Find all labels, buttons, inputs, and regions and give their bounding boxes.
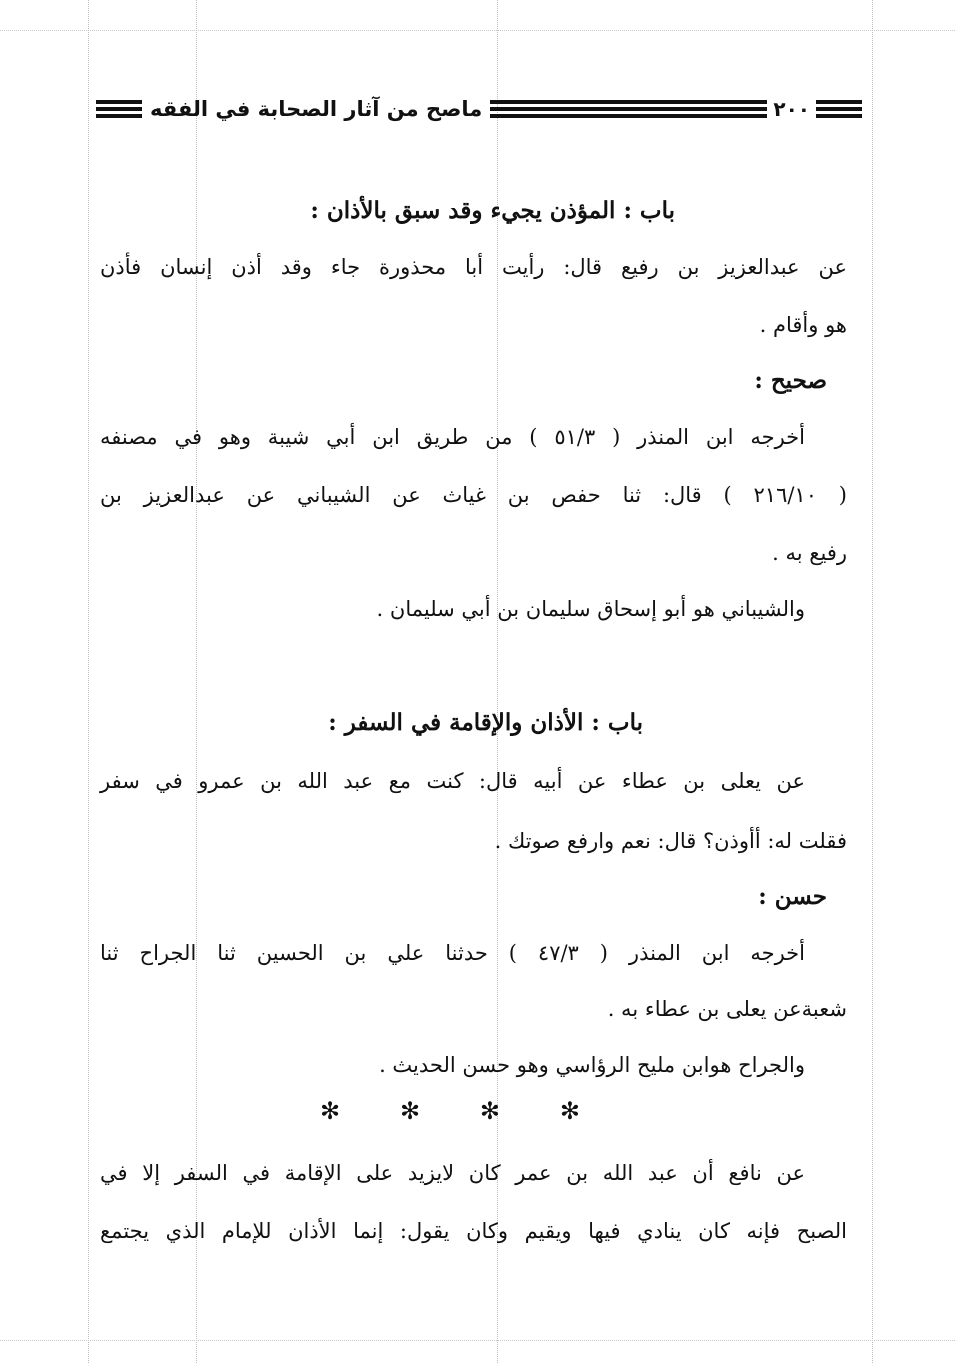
- asterisk-ornament-icon: ✻: [320, 1097, 341, 1125]
- header-rule-left: [96, 100, 142, 118]
- athar-text-line: عن عبدالعزيز بن رفيع قال: رأيت أبا محذورة جاء وقد أذن إنسان فأذن: [100, 255, 847, 279]
- athar-text-line: فقلت له: أأوذن؟ قال: نعم وارفع صوتك .: [494, 829, 847, 853]
- header-rule-right: [816, 100, 862, 118]
- takhrij-line: شعبةعن يعلى بن عطاء به .: [607, 997, 847, 1021]
- takhrij-line: أخرجه ابن المنذر ( ٤٧/٣ ) حدثنا علي بن الحسين ثنا الجراح ثنا: [100, 941, 805, 965]
- scan-guide-horizontal: [0, 1340, 955, 1341]
- athar-text-line: هو وأقام .: [759, 313, 847, 337]
- asterisk-ornament-icon: ✻: [559, 1097, 580, 1125]
- page-number: ٢٠٠: [773, 97, 810, 121]
- athar-text-line: الصبح فإنه كان ينادي فيها ويقيم وكان يقول: إنما الأذان للإمام الذي يجتمع: [100, 1219, 847, 1243]
- scan-guide-vertical: [88, 0, 89, 1363]
- takhrij-line: أخرجه ابن المنذر ( ٥١/٣ ) من طريق ابن أبي شيبة وهو في مصنفه: [100, 425, 805, 449]
- grade-label: حسن :: [758, 883, 827, 910]
- separator-ornament: [320, 1096, 580, 1126]
- section-heading: باب : الأذان والإقامة في السفر :: [328, 709, 643, 736]
- takhrij-line: رفيع به .: [772, 541, 847, 565]
- takhrij-line: والشيباني هو أبو إسحاق سليمان بن أبي سليمان .: [376, 597, 805, 621]
- scan-guide-horizontal: [0, 30, 955, 31]
- grade-label: صحيح :: [754, 367, 827, 394]
- takhrij-line: والجراح هوابن مليح الرؤاسي وهو حسن الحديث .: [379, 1053, 805, 1077]
- section-heading: باب : المؤذن يجيء وقد سبق بالأذان :: [310, 197, 675, 224]
- asterisk-ornament-icon: ✻: [479, 1097, 501, 1125]
- takhrij-line: ( ٢١٦/١٠ ) قال: ثنا حفص بن غياث عن الشيباني عن عبدالعزيز بن: [100, 483, 847, 507]
- running-header: [96, 92, 862, 126]
- athar-text-line: عن نافع أن عبد الله بن عمر كان لايزيد على الإقامة في السفر إلا في: [100, 1161, 805, 1185]
- athar-text-line: عن يعلى بن عطاء عن أبيه قال: كنت مع عبد الله بن عمرو في سفر: [100, 769, 805, 793]
- asterisk-ornament-icon: ✻: [399, 1097, 421, 1125]
- header-rule-middle: [490, 100, 767, 118]
- book-title: ماصح من آثار الصحابة في الفقه: [150, 97, 483, 121]
- scan-guide-vertical: [872, 0, 873, 1363]
